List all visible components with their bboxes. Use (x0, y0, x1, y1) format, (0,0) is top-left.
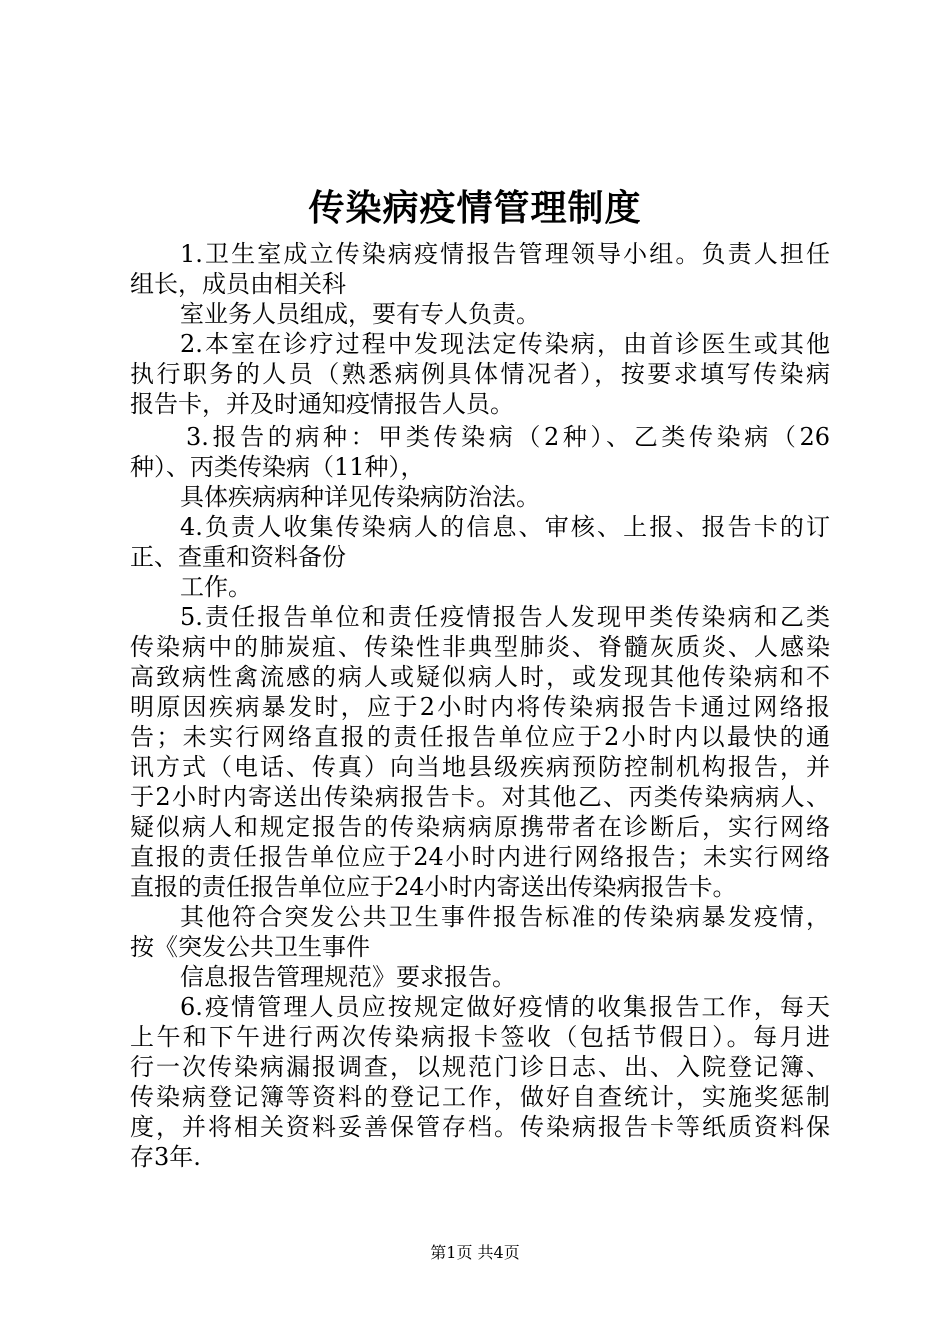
text-line: 传染病中的肺炭疽、传染性非典型肺炎、脊髓灰质炎、人感染 (130, 633, 830, 661)
text-line: 报告卡，并及时通知疫情报告人员。 (130, 390, 514, 418)
text-line: 正、查重和资料备份 (130, 543, 346, 571)
text-line: 具体疾病病种详见传染病防治法。 (180, 483, 540, 511)
text-line: 传染病登记簿等资料的登记工作，做好自查统计，实施奖惩制 (130, 1083, 830, 1111)
text-line: 高致病性禽流感的病人或疑似病人时，或发现其他传染病和不 (130, 663, 830, 691)
text-line: 4.负责人收集传染病人的信息、审核、上报、报告卡的订 (180, 513, 830, 541)
text-line: 存3年. (130, 1143, 201, 1171)
text-line: 告；未实行网络直报的责任报告单位应于2小时内以最快的通 (130, 723, 830, 751)
text-line: 按《突发公共卫生事件 (130, 933, 370, 961)
text-line: 1.卫生室成立传染病疫情报告管理领导小组。负责人担任 (180, 240, 830, 268)
text-line: 执行职务的人员（熟悉病例具体情况者），按要求填写传染病 (130, 360, 830, 388)
text-line: 5.责任报告单位和责任疫情报告人发现甲类传染病和乙类 (180, 603, 830, 631)
document-title: 传染病疫情管理制度 (308, 187, 642, 229)
text-line: 信息报告管理规范》要求报告。 (180, 963, 516, 991)
text-line: 明原因疾病暴发时，应于2小时内将传染病报告卡通过网络报 (130, 693, 830, 721)
text-line: 组长，成员由相关科 (130, 270, 346, 298)
text-line: 种）、丙类传染病（11种）， (130, 453, 425, 481)
text-line: 其他符合突发公共卫生事件报告标准的传染病暴发疫情， (180, 903, 830, 931)
text-line: 6.疫情管理人员应按规定做好疫情的收集报告工作，每天 (180, 993, 830, 1021)
text-line: 2.本室在诊疗过程中发现法定传染病，由首诊医生或其他 (180, 330, 830, 358)
text-line: 室业务人员组成，要有专人负责。 (180, 300, 540, 328)
text-line: 上午和下午进行两次传染病报卡签收（包括节假日）。每月进 (130, 1023, 830, 1051)
text-line: 行一次传染病漏报调查，以规范门诊日志、出、入院登记簿、 (130, 1053, 830, 1081)
text-line: 直报的责任报告单位应于24小时内寄送出传染病报告卡。 (130, 873, 737, 901)
text-line: 于2小时内寄送出传染病报告卡。对其他乙、丙类传染病病人、 (130, 783, 830, 811)
text-line: 讯方式（电话、传真）向当地县级疾病预防控制机构报告，并 (130, 753, 830, 781)
text-line: 工作。 (180, 573, 252, 601)
text-line: 直报的责任报告单位应于24小时内进行网络报告；未实行网络 (130, 843, 830, 871)
text-line: 度，并将相关资料妥善保管存档。传染病报告卡等纸质资料保 (130, 1113, 830, 1141)
page-number: 第1页 共4页 (430, 1243, 520, 1262)
text-line: 疑似病人和规定报告的传染病病原携带者在诊断后，实行网络 (130, 813, 830, 841)
text-line: 3.报告的病种：甲类传染病（2种）、乙类传染病（26 (186, 423, 830, 451)
